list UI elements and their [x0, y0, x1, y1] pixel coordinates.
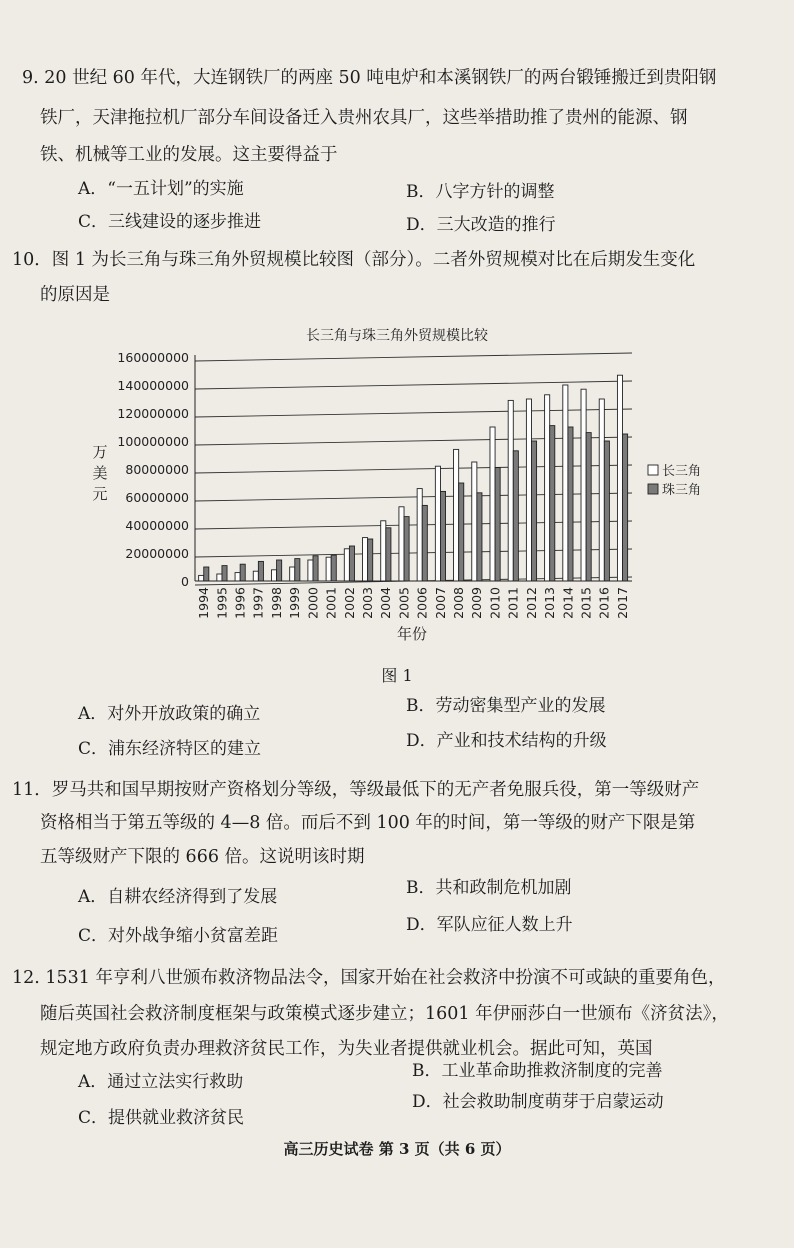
bar-zhusanjiao [568, 427, 573, 581]
chart-x-tick-label: 2002 [341, 587, 357, 619]
q11-option-b[interactable]: B．共和政制危机加剧 [406, 878, 572, 898]
q10-option-a[interactable]: A．对外开放政策的确立 [78, 704, 261, 724]
bar-zhusanjiao [204, 567, 209, 581]
chart-x-tick-label: 2012 [523, 587, 539, 619]
chart-x-tick-label: 2016 [596, 587, 612, 619]
q9-option-d[interactable]: D．三大改造的推行 [406, 215, 556, 235]
bar-zhusanjiao [477, 493, 482, 581]
legend-label: 长三角 [662, 464, 702, 479]
q10-stem-line-2: 的原因是 [40, 285, 110, 305]
bar-zhusanjiao [313, 556, 318, 581]
chart-x-tick-label: 2005 [396, 587, 412, 619]
chart-x-tick-label: 2003 [359, 587, 375, 619]
bar-zhusanjiao [368, 539, 373, 581]
chart-y-axis-label-char: 万 [92, 443, 108, 461]
bar-changsanjiao [363, 538, 368, 581]
chart-x-tick-labels [196, 587, 630, 619]
chart-y-tick-label: 140000000 [117, 378, 189, 393]
chart-y-tick-label: 160000000 [117, 350, 189, 365]
chart-x-tick-label: 1998 [268, 587, 284, 619]
bar-changsanjiao [617, 375, 622, 581]
bar-changsanjiao [199, 575, 204, 581]
chart-x-tick-label: 2001 [323, 587, 339, 619]
bar-zhusanjiao [422, 505, 427, 581]
q11-option-c[interactable]: C．对外战争缩小贫富差距 [78, 926, 279, 946]
bar-changsanjiao [253, 571, 258, 581]
bar-changsanjiao [271, 570, 276, 581]
bar-zhusanjiao [277, 560, 282, 581]
bar-zhusanjiao [604, 441, 609, 581]
chart-x-axis-label: 年份 [396, 625, 428, 643]
bar-zhusanjiao [495, 468, 500, 581]
legend-swatch [648, 465, 658, 475]
q9-option-a[interactable]: A．“一五计划”的实施 [78, 179, 244, 199]
bar-changsanjiao [235, 573, 240, 581]
chart-y-axis-label-char: 元 [92, 485, 108, 503]
q10-option-d[interactable]: D．产业和技术结构的升级 [406, 731, 607, 751]
bar-changsanjiao [326, 557, 331, 581]
chart-y-axis-label-char: 美 [92, 464, 108, 482]
chart-y-tick-label: 0 [181, 574, 189, 589]
chart-y-tick-labels [117, 350, 189, 589]
bar-zhusanjiao [623, 434, 628, 581]
trade-comparison-chart [0, 345, 794, 685]
bar-zhusanjiao [331, 555, 336, 581]
page-footer: 高三历史试卷 第 3 页（共 6 页） [283, 1140, 511, 1158]
q11-option-a[interactable]: A．自耕农经济得到了发展 [78, 887, 278, 907]
q11-stem-line-1: 11．罗马共和国早期按财产资格划分等级，等级最低下的无产者免服兵役，第一等级财产 [12, 780, 700, 800]
chart-title: 长三角与珠三角外贸规模比较 [306, 328, 488, 344]
chart-y-tick-label: 100000000 [117, 434, 189, 449]
bar-changsanjiao [290, 567, 295, 581]
bar-zhusanjiao [222, 566, 227, 581]
chart-y-tick-label: 120000000 [117, 406, 189, 421]
chart-y-tick-label: 60000000 [125, 490, 189, 505]
q10-option-c[interactable]: C．浦东经济特区的建立 [78, 739, 262, 759]
chart-x-tick-label: 2013 [542, 587, 558, 619]
bar-changsanjiao [563, 385, 568, 581]
bar-changsanjiao [344, 549, 349, 581]
chart-x-tick-label: 2004 [378, 587, 394, 619]
chart-legend [648, 464, 701, 498]
chart-x-tick-label: 2006 [414, 587, 430, 619]
legend-label: 珠三角 [662, 483, 702, 498]
q10-option-b[interactable]: B．劳动密集型产业的发展 [406, 696, 606, 716]
q9-option-b[interactable]: B．八字方针的调整 [406, 182, 555, 202]
bar-changsanjiao [599, 399, 604, 581]
bar-zhusanjiao [240, 564, 245, 581]
q11-option-d[interactable]: D．军队应征人数上升 [406, 915, 573, 935]
bar-zhusanjiao [513, 451, 518, 581]
q9-stem-line-3: 铁、机械等工业的发展。这主要得益于 [40, 145, 338, 165]
bar-changsanjiao [217, 574, 222, 581]
chart-x-tick-label: 2008 [451, 587, 467, 619]
bar-changsanjiao [526, 399, 531, 581]
chart-y-tick-label: 80000000 [125, 462, 189, 477]
chart-bars [199, 375, 628, 581]
chart-x-tick-label: 2015 [578, 587, 594, 619]
chart-x-tick-label: 2000 [305, 587, 321, 619]
bar-changsanjiao [417, 489, 422, 581]
bar-changsanjiao [399, 507, 404, 581]
bar-zhusanjiao [440, 491, 445, 581]
chart-x-tick-label: 2010 [487, 587, 503, 619]
q10-stem-line-1: 10．图 1 为长三角与珠三角外贸规模比较图（部分）。二者外贸规模对比在后期发生变化 [12, 250, 696, 270]
bar-changsanjiao [308, 560, 313, 581]
bar-zhusanjiao [386, 528, 391, 581]
q12-stem-line-3: 规定地方政府负责办理救济贫民工作，为失业者提供就业机会。据此可知，英国 [40, 1039, 653, 1059]
chart-x-tick-label: 2017 [614, 587, 630, 619]
q9-stem-line-1: 9. 20 世纪 60 年代，大连钢铁厂的两座 50 吨电炉和本溪钢铁厂的两台锻锤搬迁到贵阳钢 [22, 68, 717, 88]
q9-stem-line-2: 铁厂，天津拖拉机厂部分车间设备迁入贵州农具厂，这些举措助推了贵州的能源、钢 [40, 108, 688, 128]
bar-zhusanjiao [531, 441, 536, 581]
q11-stem-line-2: 资格相当于第五等级的 4—8 倍。而后不到 100 年的时间，第一等级的财产下限是第 [40, 813, 696, 833]
chart-gridline [195, 353, 632, 361]
q9-option-c[interactable]: C．三线建设的逐步推进 [78, 212, 262, 232]
chart-x-tick-label: 2007 [432, 587, 448, 619]
q11-stem-line-3: 五等级财产下限的 666 倍。这说明该时期 [40, 847, 365, 867]
bar-zhusanjiao [295, 559, 300, 581]
bar-changsanjiao [545, 395, 550, 581]
chart-x-tick-label: 2014 [560, 587, 576, 619]
bar-changsanjiao [472, 462, 477, 581]
chart-x-tick-label: 1999 [287, 587, 303, 619]
bar-changsanjiao [490, 427, 495, 581]
bar-changsanjiao [454, 449, 459, 581]
chart-x-tick-label: 2009 [469, 587, 485, 619]
legend-swatch [648, 484, 658, 494]
bar-zhusanjiao [404, 517, 409, 581]
q12-option-a[interactable]: A．通过立法实行救助 [78, 1072, 244, 1092]
bar-zhusanjiao [586, 433, 591, 581]
chart-x-tick-label: 1995 [214, 587, 230, 619]
bar-zhusanjiao [349, 546, 354, 581]
bar-changsanjiao [381, 521, 386, 581]
q12-option-b[interactable]: B．工业革命助推救济制度的完善 [412, 1061, 663, 1081]
bar-changsanjiao [508, 400, 513, 581]
bar-changsanjiao [435, 466, 440, 581]
chart-x-tick-label: 2011 [505, 587, 521, 619]
bar-zhusanjiao [459, 483, 464, 581]
chart-x-tick-label: 1996 [232, 587, 248, 619]
chart-y-tick-label: 20000000 [125, 546, 189, 561]
q12-option-c[interactable]: C．提供就业救济贫民 [78, 1108, 245, 1128]
bar-zhusanjiao [550, 426, 555, 581]
bar-changsanjiao [581, 389, 586, 581]
q12-stem-line-2: 随后英国社会救济制度框架与政策模式逐步建立；1601 年伊丽莎白一世颁布《济贫法》， [40, 1004, 729, 1024]
q12-option-d[interactable]: D．社会救助制度萌芽于启蒙运动 [412, 1092, 664, 1112]
figure-caption: 图 1 [381, 666, 413, 685]
chart-y-tick-label: 40000000 [125, 518, 189, 533]
chart-x-tick-label: 1997 [250, 587, 266, 619]
bar-zhusanjiao [258, 561, 263, 581]
chart-x-tick-label: 1994 [196, 587, 212, 619]
q12-stem-line-1: 12. 1531 年亨利八世颁布救济物品法令，国家开始在社会救济中扮演不可或缺的重要角色， [12, 968, 726, 988]
